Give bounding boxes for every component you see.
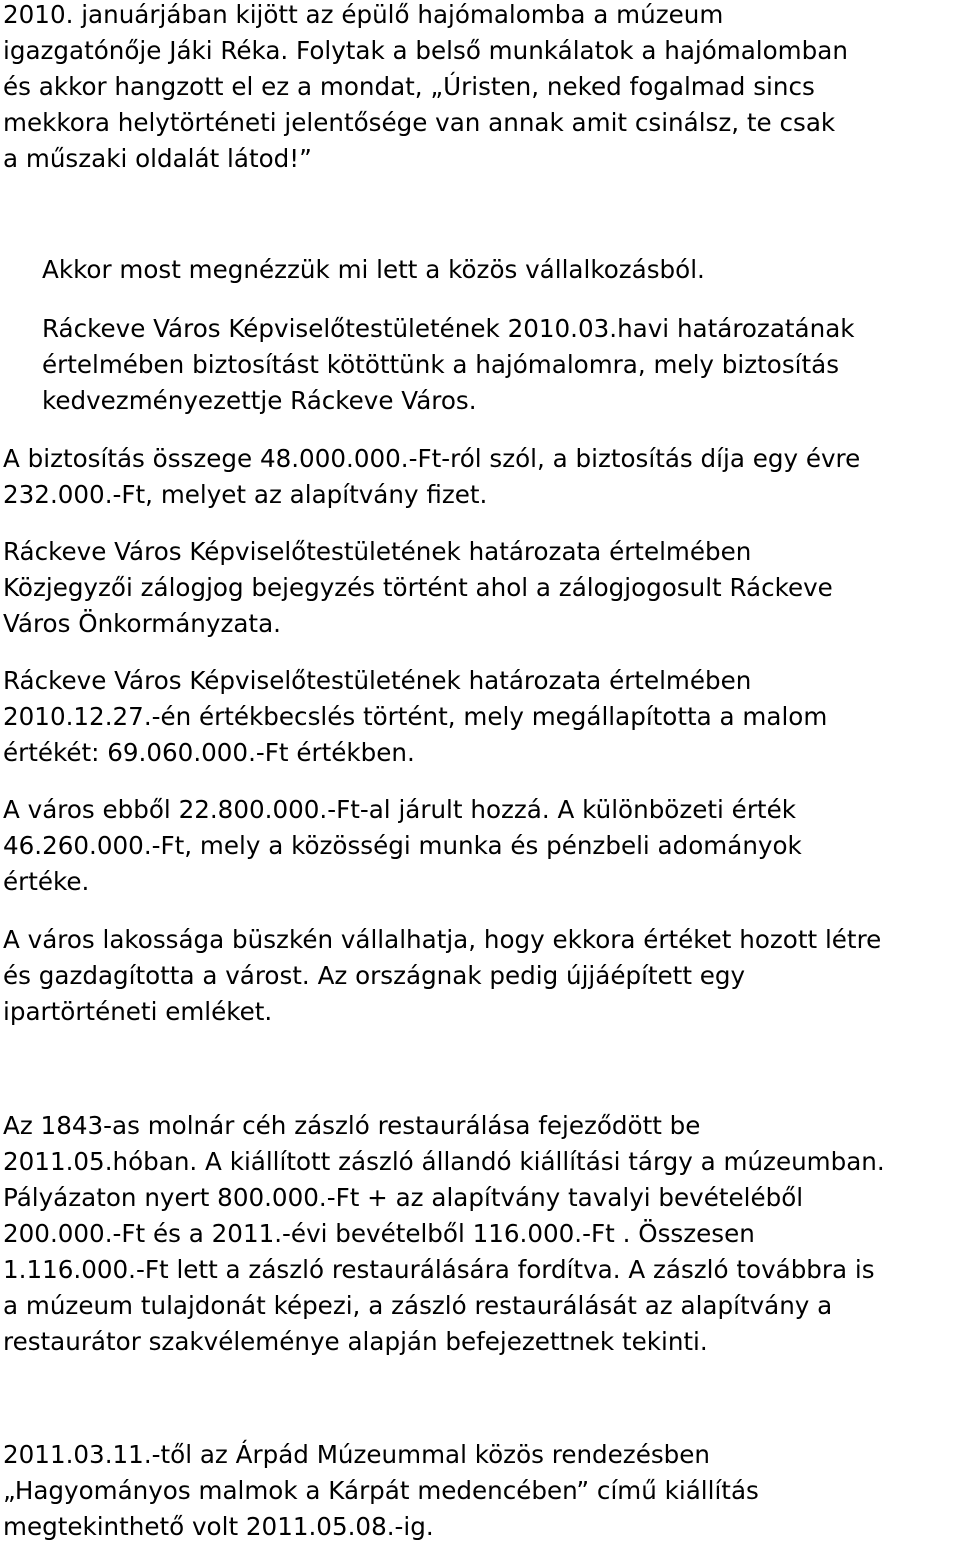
text-line: A biztosítás összege 48.000.000.-Ft-ról szól, a biztosítás díja egy évre <box>3 444 861 473</box>
text-line: 232.000.-Ft, melyet az alapítvány fizet. <box>3 480 488 509</box>
paragraph-exhibition <box>3 1437 759 1545</box>
text-line: és akkor hangzott el ez a mondat, „Úristen, neked fogalmad sincs <box>3 72 815 101</box>
text-line: Ráckeve Város Képviselőtestületének határozata értelmében <box>3 537 752 566</box>
text-line: igazgatónője Jáki Réka. Folytak a belső munkálatok a hajómalomban <box>3 36 848 65</box>
text-line: A város lakossága büszkén vállalhatja, hogy ekkora értéket hozott létre <box>3 925 882 954</box>
text-line: Az 1843-as molnár céh zászló restaurálása fejeződött be <box>3 1111 701 1140</box>
text-line: a múzeum tulajdonát képezi, a zászló restaurálását az alapítvány a <box>3 1291 833 1320</box>
paragraph-community-pride <box>3 922 881 1030</box>
text-line: értelmében biztosítást kötöttünk a hajómalomra, mely biztosítás <box>42 350 840 379</box>
text-line: mekkora helytörténeti jelentősége van annak amit csinálsz, te csak <box>3 108 836 137</box>
paragraph-joint-venture-intro <box>42 252 705 288</box>
text-line: Közjegyzői zálogjog bejegyzés történt ahol a zálogjogosult Ráckeve <box>3 573 833 602</box>
text-line: és gazdagította a várost. Az országnak pedig újjáépített egy <box>3 961 746 990</box>
text-line: 2011.05.hóban. A kiállított zászló állandó kiállítási tárgy a múzeumban. <box>3 1147 885 1176</box>
paragraph-city-contribution <box>3 792 802 900</box>
text-line: 2010.12.27.-én értékbecslés történt, mely megállapította a malom <box>3 702 828 731</box>
text-line: 200.000.-Ft és a 2011.-évi bevételből 116.000.-Ft . Összesen <box>3 1219 755 1248</box>
text-line: kedvezményezettje Ráckeve Város. <box>42 386 477 415</box>
text-line: Pályázaton nyert 800.000.-Ft + az alapítvány tavalyi bevételéből <box>3 1183 804 1212</box>
text-line: 46.260.000.-Ft, mely a közösségi munka és pénzbeli adományok <box>3 831 802 860</box>
text-line: Ráckeve Város Képviselőtestületének 2010.03.havi határozatának <box>42 314 855 343</box>
text-line: a műszaki oldalát látod!” <box>3 144 312 173</box>
paragraph-insurance-amount <box>3 441 860 513</box>
text-line: A város ebből 22.800.000.-Ft-al járult hozzá. A különbözeti érték <box>3 795 796 824</box>
text-line: értéke. <box>3 867 90 896</box>
text-line: megtekinthető volt 2011.05.08.-ig. <box>3 1512 434 1541</box>
text-line: Város Önkormányzata. <box>3 609 281 638</box>
text-line: restaurátor szakvéleménye alapján befejezettnek tekinti. <box>3 1327 708 1356</box>
text-line: 1.116.000.-Ft lett a zászló restaurálására fordítva. A zászló továbbra is <box>3 1255 875 1284</box>
text-line: 2011.03.11.-től az Árpád Múzeummal közös rendezésben <box>3 1440 710 1469</box>
text-line: „Hagyományos malmok a Kárpát medencében” című kiállítás <box>3 1476 759 1505</box>
text-line: értékét: 69.060.000.-Ft értékben. <box>3 738 415 767</box>
text-line: ipartörténeti emléket. <box>3 997 273 1026</box>
text-line: Akkor most megnézzük mi lett a közös vállalkozásból. <box>42 255 705 284</box>
paragraph-guild-flag-restoration <box>3 1108 885 1360</box>
paragraph-insurance-resolution <box>42 311 855 419</box>
text-line: 2010. januárjában kijött az épülő hajómalomba a múzeum <box>3 0 724 29</box>
paragraph-valuation <box>3 663 827 771</box>
text-line: Ráckeve Város Képviselőtestületének határozata értelmében <box>3 666 752 695</box>
paragraph-notarial-lien <box>3 534 833 642</box>
paragraph-museum-director-visit <box>3 0 848 177</box>
